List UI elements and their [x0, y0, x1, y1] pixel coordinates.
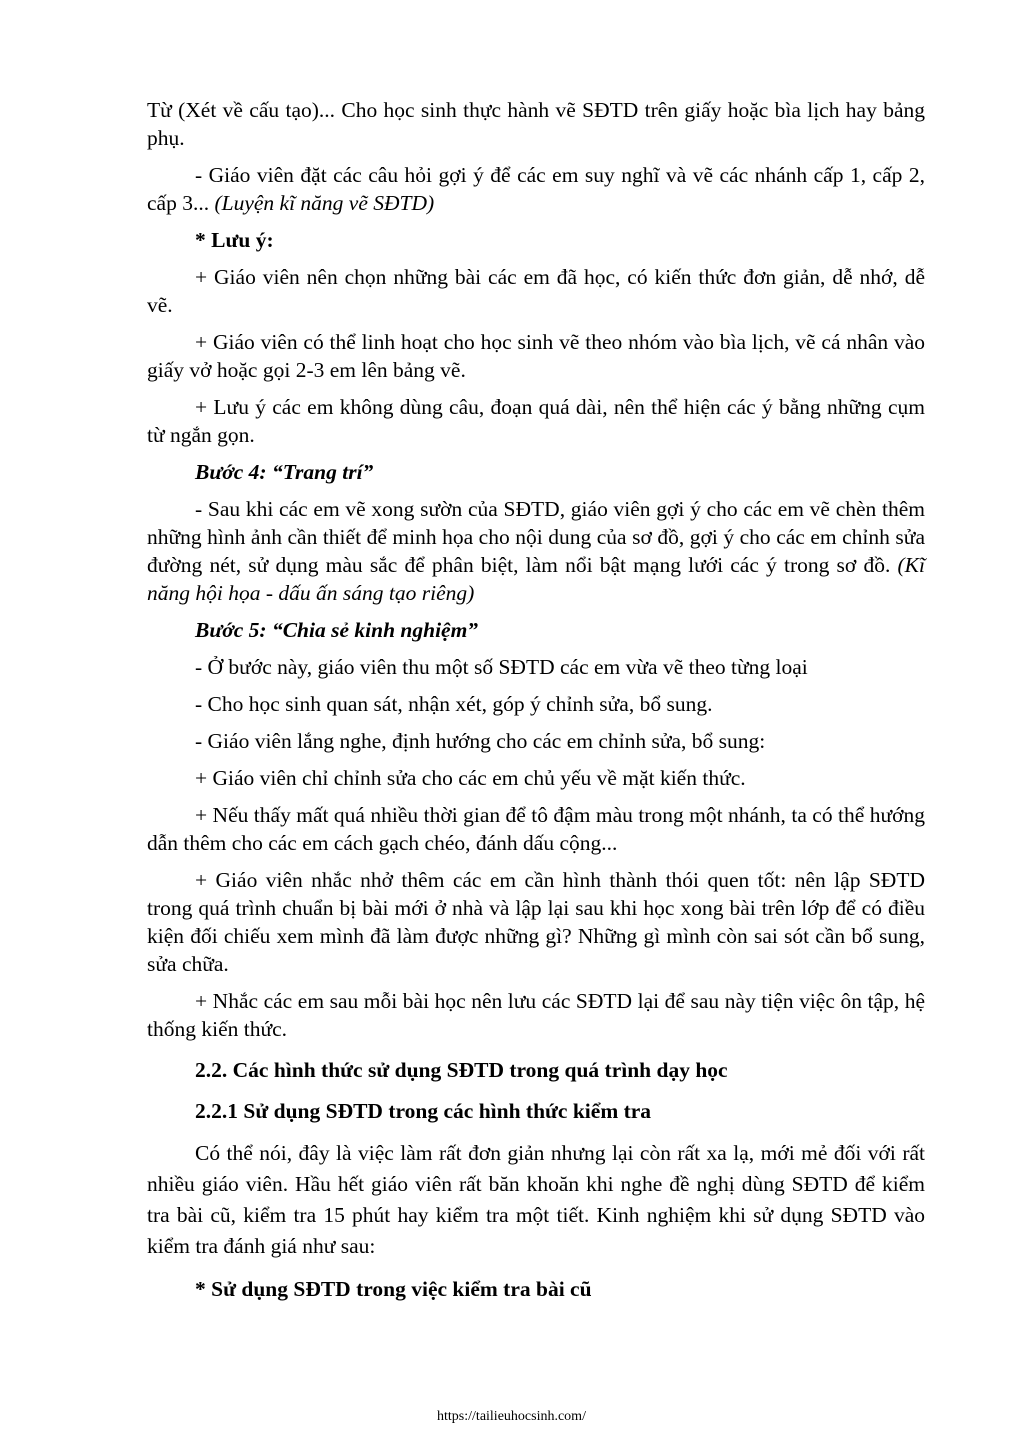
paragraph-2-text: - Giáo viên đặt các câu hỏi gợi ý để các em suy nghĩ và vẽ các nhánh cấp 1, cấp 2, cấp 3... [147, 163, 925, 215]
section-heading-2-2-1: 2.2.1 Sử dụng SĐTD trong các hình thức kiểm tra [195, 1099, 652, 1123]
document-page [147, 96, 925, 1303]
paragraph-9: - Giáo viên lắng nghe, định hướng cho các em chỉnh sửa, bổ sung: [195, 729, 766, 753]
paragraph-10: + Giáo viên chỉ chỉnh sửa cho các em chủ yếu về mặt kiến thức. [195, 766, 746, 790]
section-heading-2-2: 2.2. Các hình thức sử dụng SĐTD trong quá trình dạy học [195, 1058, 728, 1082]
step-5-heading: Bước 5: “Chia sẻ kinh nghiệm” [195, 618, 479, 642]
step-4-heading: Bước 4: “Trang trí” [195, 460, 374, 484]
note-heading: * Lưu ý: [195, 228, 274, 252]
footer-url[interactable]: https://tailieuhocsinh.com/ [437, 1409, 586, 1424]
paragraph-6 [147, 495, 925, 607]
paragraph-11: + Nếu thấy mất quá nhiều thời gian để tô đậm màu trong một nhánh, ta có thể hướng dẫn thêm cho các em cách gạch chéo, đánh dấu cộng... [147, 803, 925, 855]
sub-heading-old-lesson-check: * Sử dụng SĐTD trong việc kiểm tra bài cũ [195, 1277, 592, 1301]
paragraph-6-italic: (Kĩ năng hội họa - dấu ấn sáng tạo riêng) [147, 553, 925, 605]
paragraph-3: + Giáo viên nên chọn những bài các em đã học, có kiến thức đơn giản, dễ nhớ, dễ vẽ. [147, 265, 925, 317]
paragraph-2-italic: (Luyện kĩ năng vẽ SĐTD) [214, 191, 435, 215]
paragraph-5: + Lưu ý các em không dùng câu, đoạn quá dài, nên thể hiện các ý bằng những cụm từ ngắn gọn. [147, 395, 925, 447]
paragraph-6-text: - Sau khi các em vẽ xong sườn của SĐTD, giáo viên gợi ý cho các em vẽ chèn thêm những hình ảnh cần thiết để minh họa cho nội dung của sơ đồ, gợi ý cho các em chỉnh sửa đường nét, sử dụng màu sắc để phân biệt, làm nổi bật mạng lưới các ý trong sơ đồ. [147, 497, 925, 577]
paragraph-12: + Giáo viên nhắc nhở thêm các em cần hình thành thói quen tốt: nên lập SĐTD trong quá trình chuẩn bị bài mới ở nhà và lập lại sau khi học xong bài trên lớp để có điều kiện đối chiếu xem mình đã làm được những gì? Những gì mình còn sai sót cần bổ sung, sửa chữa. [147, 868, 925, 976]
paragraph-14: Có thể nói, đây là việc làm rất đơn giản nhưng lại còn rất xa lạ, mới mẻ đối với rất nhiều giáo viên. Hầu hết giáo viên rất băn khoăn khi nghe đề nghị dùng SĐTD để kiểm tra bài cũ, kiểm tra 15 phút hay kiểm tra một tiết. Kinh nghiệm khi sử dụng SĐTD vào kiểm tra đánh giá như sau: [147, 1141, 925, 1258]
paragraph-13: + Nhắc các em sau mỗi bài học nên lưu các SĐTD lại để sau này tiện việc ôn tập, hệ thống kiến thức. [147, 989, 925, 1041]
paragraph-2 [147, 161, 925, 217]
paragraph-1: Từ (Xét về cấu tạo)... Cho học sinh thực hành vẽ SĐTD trên giấy hoặc bìa lịch hay bảng phụ. [147, 98, 925, 150]
paragraph-8: - Cho học sinh quan sát, nhận xét, góp ý chỉnh sửa, bổ sung. [195, 692, 713, 716]
paragraph-4: + Giáo viên có thể linh hoạt cho học sinh vẽ theo nhóm vào bìa lịch, vẽ cá nhân vào giấy vở hoặc gọi 2-3 em lên bảng vẽ. [147, 330, 925, 382]
paragraph-7: - Ở bước này, giáo viên thu một số SĐTD các em vừa vẽ theo từng loại [195, 655, 808, 679]
